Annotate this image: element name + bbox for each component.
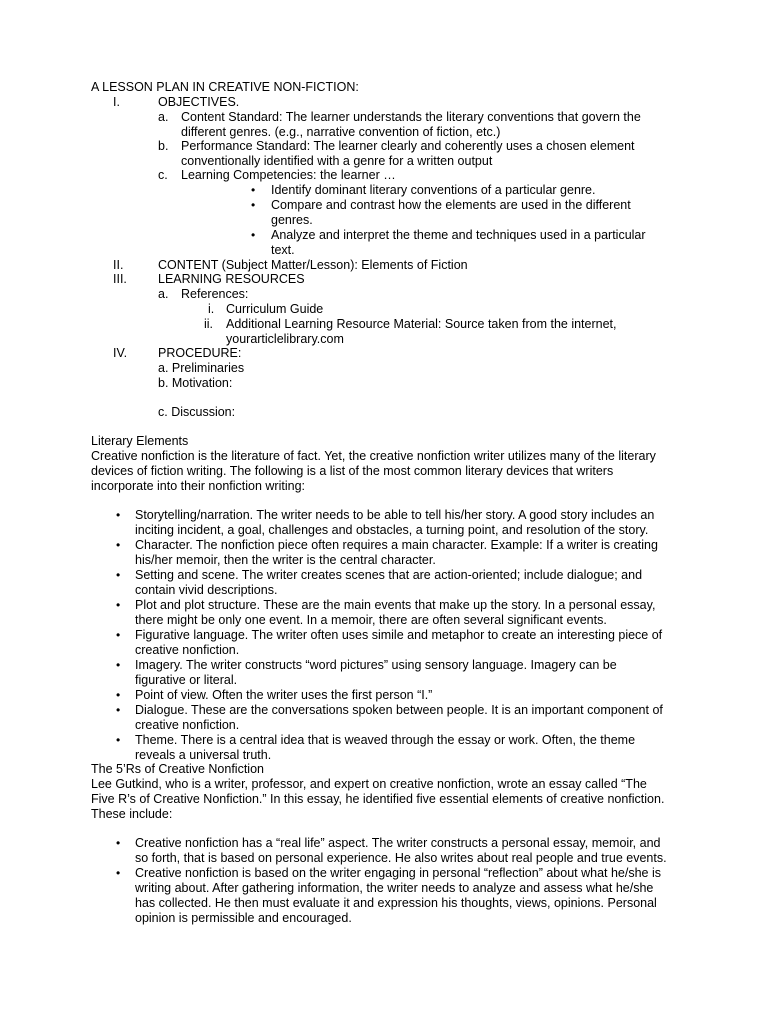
bullet-icon: • [116,836,121,850]
bullet-icon: • [116,658,121,672]
reference-item: Curriculum Guide [226,302,324,316]
learning-competencies-text: Learning Competencies: the learner … [181,168,396,182]
section-title-resources: LEARNING RESOURCES [158,272,305,286]
competency-item: genres. [271,213,313,227]
list-item: inciting incident, a goal, challenges and obstacles, a turning point, and resolution of the story. [135,523,649,537]
content-standard-text: Content Standard: The learner understands the literary conventions that govern the [181,110,641,124]
list-item: Point of view. Often the writer uses the first person “I.” [135,688,433,702]
paragraph-line: devices of fiction writing. The following is a list of the most common literary devices that writers [91,464,614,478]
bullet-icon: • [116,628,121,642]
bullet-icon: • [251,183,256,197]
list-item: contain vivid descriptions. [135,583,278,597]
list-item: Dialogue. These are the conversations spoken between people. It is an important component of [135,703,663,717]
list-marker: i. [208,302,215,316]
list-item: creative nonfiction. [135,643,240,657]
list-marker: ii. [204,317,214,331]
list-item: Creative nonfiction is based on the writer engaging in personal “reflection” about what he/she is [135,866,662,880]
list-item: his/her memoir, then the writer is the central character. [135,553,436,567]
performance-standard-text: conventionally identified with a genre for a written output [181,154,493,168]
list-item: so forth, that is based on personal experience. He also writes about real people and true events. [135,851,667,865]
reference-item: yourarticlelibrary.com [226,332,344,346]
list-item: Setting and scene. The writer creates scenes that are action-oriented; include dialogue; and [135,568,643,582]
list-item: Theme. There is a central idea that is weaved through the essay or work. Often, the theme [135,733,636,747]
references-label: References: [181,287,249,301]
list-item: writing about. After gathering information, the writer needs to analyze and assess what he/she [135,881,654,895]
lesson-plan-title: A LESSON PLAN IN CREATIVE NON-FICTION: [91,80,359,94]
list-marker: c. [158,168,168,182]
list-item: Character. The nonfiction piece often requires a main character. Example: If a writer is creating [135,538,658,552]
list-marker: a. [158,110,169,124]
content-standard-text: different genres. (e.g., narrative convention of fiction, etc.) [181,125,501,139]
list-item: Creative nonfiction has a “real life” aspect. The writer constructs a personal essay, memoir, and [135,836,661,850]
performance-standard-text: Performance Standard: The learner clearly and coherently uses a chosen element [181,139,635,153]
section-number: I. [113,95,120,109]
bullet-icon: • [251,228,256,242]
section-number: III. [113,272,127,286]
bullet-icon: • [116,866,121,880]
procedure-step: c. Discussion: [158,405,236,419]
list-marker: b. [158,139,169,153]
reference-item: Additional Learning Resource Material: Source taken from the internet, [226,317,617,331]
bullet-icon: • [116,568,121,582]
section-number: II. [113,258,124,272]
list-item: Imagery. The writer constructs “word pictures” using sensory language. Imagery can be [135,658,617,672]
list-item: Plot and plot structure. These are the main events that make up the story. In a personal essay, [135,598,656,612]
list-item: Figurative language. The writer often uses simile and metaphor to create an interesting piece of [135,628,663,642]
list-item: figurative or literal. [135,673,238,687]
list-item: has collected. He then must evaluate it and expression his thoughts, views, opinions. Personal [135,896,657,910]
competency-item: Analyze and interpret the theme and techniques used in a particular [271,228,646,242]
bullet-icon: • [116,733,121,747]
section-heading-literary-elements: Literary Elements [91,434,189,448]
paragraph-line: incorporate into their nonfiction writing: [91,479,306,493]
bullet-icon: • [116,538,121,552]
competency-item: text. [271,243,295,257]
competency-item: Identify dominant literary conventions of a particular genre. [271,183,596,197]
list-item: Storytelling/narration. The writer needs to be able to tell his/her story. A good story includes an [135,508,655,522]
bullet-icon: • [116,703,121,717]
section-number: IV. [113,346,128,360]
list-item: opinion is permissible and encouraged. [135,911,352,925]
paragraph-line: Creative nonfiction is the literature of fact. Yet, the creative nonfiction writer utilizes many of the literary [91,449,656,463]
bullet-icon: • [116,598,121,612]
procedure-step: a. Preliminaries [158,361,245,375]
bullet-icon: • [116,688,121,702]
paragraph-line: These include: [91,807,173,821]
procedure-step: b. Motivation: [158,376,233,390]
section-heading-five-rs: The 5’Rs of Creative Nonfiction [91,762,264,776]
paragraph-line: Five R’s of Creative Nonfiction.” In this essay, he identified five essential elements of creative nonfiction. [91,792,665,806]
section-title-procedure: PROCEDURE: [158,346,242,360]
competency-item: Compare and contrast how the elements are used in the different [271,198,631,212]
section-title-content: CONTENT (Subject Matter/Lesson): Elements of Fiction [158,258,468,272]
list-item: creative nonfiction. [135,718,240,732]
section-title-objectives: OBJECTIVES. [158,95,240,109]
bullet-icon: • [251,198,256,212]
paragraph-line: Lee Gutkind, who is a writer, professor, and expert on creative nonfiction, wrote an essay called “The [91,777,647,791]
list-marker: a. [158,287,169,301]
list-item: there might be only one event. In a memoir, there are often several significant events. [135,613,607,627]
list-item: reveals a universal truth. [135,748,272,762]
bullet-icon: • [116,508,121,522]
